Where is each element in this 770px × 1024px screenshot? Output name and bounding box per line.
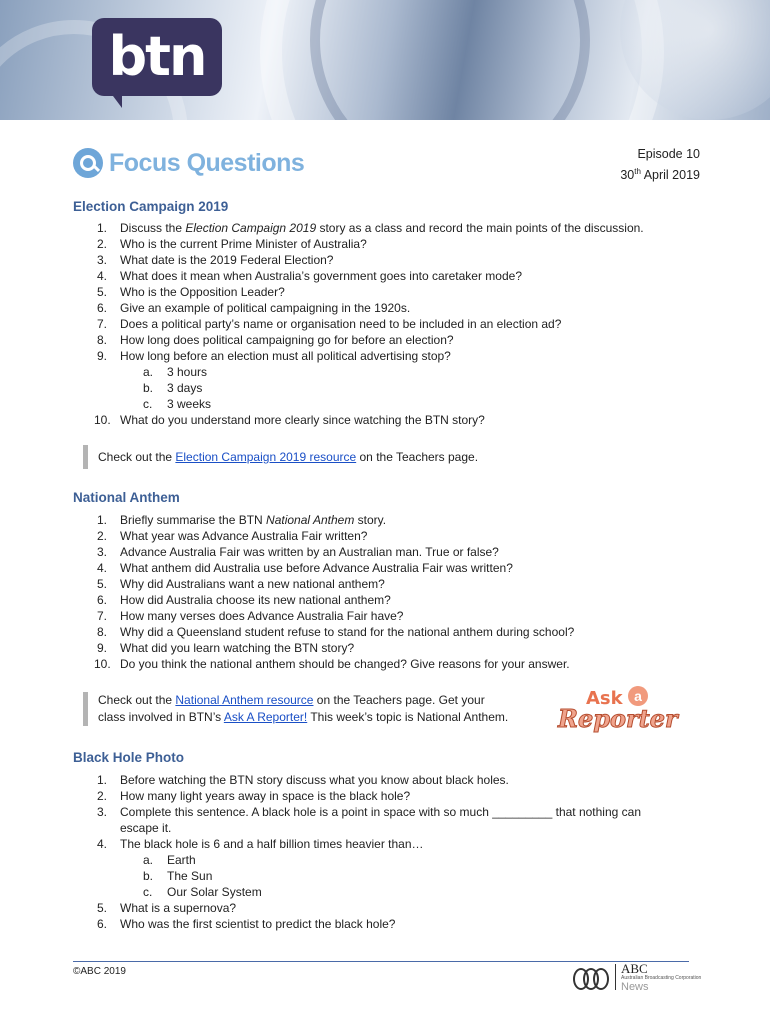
option-list <box>120 852 703 900</box>
option-item: a. Earth <box>143 853 196 867</box>
list-item: 1. Before watching the BTN story discuss what you know about black holes. <box>97 773 509 787</box>
abc-lissajous-icon <box>573 966 609 988</box>
list-item: 10. What do you understand more clearly since watching the BTN story? <box>94 413 485 427</box>
option-item: c. Our Solar System <box>143 885 262 899</box>
focus-questions-heading <box>73 146 304 180</box>
anthem-resource-link[interactable]: National Anthem resource <box>175 693 314 707</box>
btn-logo: btn <box>92 18 222 96</box>
list-item: 2. How many light years away in space is the black hole? <box>97 789 411 803</box>
section-title-black-hole: Black Hole Photo <box>73 750 185 765</box>
focus-questions-title: Focus Questions <box>109 148 305 177</box>
search-icon <box>73 148 103 178</box>
election-resource-callout: Check out the Election Campaign 2019 resource on the Teachers page. <box>83 445 478 469</box>
abc-news-logo: ABC Australian Broadcasting Corporation News <box>573 962 701 992</box>
list-item: 2. What year was Advance Australia Fair written? <box>97 529 368 543</box>
list-item: 3. Complete this sentence. A black hole is a point in space with so much _________ that nothing can escape it. <box>97 805 642 835</box>
list-item: 8. Why did a Queensland student refuse to stand for the national anthem during school? <box>97 625 575 639</box>
section-title-election: Election Campaign 2019 <box>73 199 229 214</box>
anthem-question-list <box>73 512 703 672</box>
list-item: 6. How did Australia choose its new national anthem? <box>97 593 391 607</box>
list-item: 9. How long before an election must all political advertising stop? a. 3 hours b. 3 days c. 3 weeks <box>73 348 703 412</box>
list-item: 1. Discuss the Election Campaign 2019 story as a class and record the main points of the discussion. <box>97 221 644 235</box>
list-item: 4. What anthem did Australia use before Advance Australia Fair was written? <box>97 561 513 575</box>
option-item: b. 3 days <box>143 381 203 395</box>
list-item: 3. Advance Australia Fair was written by an Australian man. True or false? <box>97 545 499 559</box>
list-item: 2. Who is the current Prime Minister of Australia? <box>97 237 367 251</box>
copyright: ©ABC 2019 <box>73 966 126 977</box>
election-question-list <box>73 220 703 428</box>
episode-date: 30th April 2019 <box>620 167 700 183</box>
list-item: 5. Who is the Opposition Leader? <box>97 285 285 299</box>
ask-a-reporter-link[interactable]: Ask A Reporter! <box>223 710 308 724</box>
black-hole-question-list <box>73 772 703 932</box>
option-list <box>120 364 703 412</box>
option-item: a. 3 hours <box>143 365 208 379</box>
list-item: 7. How many verses does Advance Australia Fair have? <box>97 609 404 623</box>
list-item: 4. The black hole is 6 and a half billion times heavier than… a. Earth b. The Sun c. Our Solar System <box>73 836 703 900</box>
list-item: 6. Who was the first scientist to predict the black hole? <box>97 917 396 931</box>
list-item: 5. What is a supernova? <box>97 901 237 915</box>
episode-info <box>620 146 700 184</box>
list-item: 6. Give an example of political campaigning in the 1920s. <box>97 301 411 315</box>
ask-a-reporter-logo: Ask a Reporter <box>558 688 678 733</box>
option-item: b. The Sun <box>143 869 213 883</box>
episode-number: Episode 10 <box>637 147 700 161</box>
list-item: 8. How long does political campaigning go for before an election? <box>97 333 454 347</box>
list-item: 1. Briefly summarise the BTN National Anthem story. <box>97 513 387 527</box>
list-item: 10. Do you think the national anthem should be changed? Give reasons for your answer. <box>94 657 570 671</box>
list-item: 5. Why did Australians want a new national anthem? <box>97 577 385 591</box>
anthem-resource-callout: Check out the National Anthem resource on the Teachers page. Get your class involved in BTN’s Ask A Reporter! This week’s topic is National Anthem. <box>83 692 508 726</box>
election-resource-link[interactable]: Election Campaign 2019 resource <box>175 450 357 464</box>
list-item: 4. What does it mean when Australia’s government goes into caretaker mode? <box>97 269 522 283</box>
list-item: 7. Does a political party’s name or organisation need to be included in an election ad? <box>97 317 562 331</box>
list-item: 9. What did you learn watching the BTN story? <box>97 641 355 655</box>
btn-logo-tail <box>110 92 122 108</box>
section-title-anthem: National Anthem <box>73 490 180 505</box>
list-item: 3. What date is the 2019 Federal Election? <box>97 253 334 267</box>
option-item: c. 3 weeks <box>143 397 212 411</box>
